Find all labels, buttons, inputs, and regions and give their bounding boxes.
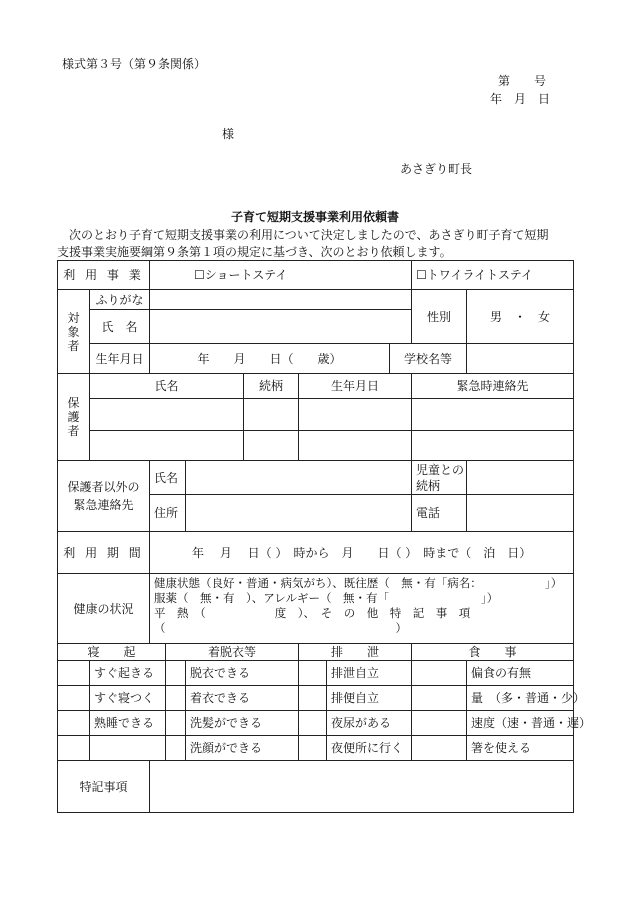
child-section-label: 対 象 者 [58,290,90,374]
furigana-field[interactable] [150,290,412,310]
habit-checkbox[interactable] [299,711,327,736]
emergency-relation-label [412,461,467,495]
habit-checkbox[interactable] [166,686,186,711]
habit-checkbox[interactable] [58,711,90,736]
habit-item [90,736,166,761]
habit-item: 夜便所に行く [327,736,412,761]
meal-header: 食 事 [412,644,574,661]
birthdate-label: 生年月日 [90,344,150,374]
guardian-name-header: 氏名 [90,374,244,399]
emergency-relation-field[interactable] [467,461,574,495]
emergency-section-label [58,461,150,532]
habit-checkbox[interactable] [299,661,327,686]
guardian-1-relation-field[interactable] [244,399,299,431]
habit-item: 熟睡できる [90,711,166,736]
habit-item: 夜尿がある [327,711,412,736]
twilightstay-checkbox[interactable]: ☐トワイライトステイ [412,261,574,290]
guardian-relation-header: 続柄 [244,374,299,399]
habit-item: 洗顔ができる [186,736,299,761]
guardian-2-relation-field[interactable] [244,431,299,461]
guardian-contact-header: 緊急時連絡先 [412,374,574,399]
period-label: 利 用 期 間 [58,532,150,574]
emergency-label-line-1: 保護者以外の [67,480,140,494]
emergency-name-field[interactable] [186,461,412,495]
habit-item: 偏食の有無 [467,661,574,686]
body-text-line-1: 次のとおり子育て短期支援事業の利用について決定しましたので、あさぎり町子育て短期 [57,228,549,242]
habit-checkbox[interactable] [166,661,186,686]
request-form-table [57,260,592,813]
emergency-phone-label: 電話 [412,495,467,532]
remarks-label: 特記事項 [58,761,150,813]
habit-item: 箸を使える [467,736,574,761]
habit-checkbox[interactable] [299,736,327,761]
emergency-phone-field[interactable] [467,495,574,532]
sleep-header: 寝 起 [58,644,166,661]
habit-checkbox[interactable] [412,736,467,761]
health-field[interactable] [150,574,574,644]
period-field[interactable]: 年 月 日（ ） 時から 月 日（ ） 時まで（ 泊 日） [150,532,574,574]
shortstay-checkbox[interactable]: ☐ショートステイ [150,261,412,290]
habit-checkbox[interactable] [166,736,186,761]
guardian-1-name-field[interactable] [90,399,244,431]
addressee-suffix: 様 [222,127,235,141]
emergency-address-field[interactable] [186,495,412,532]
habit-checkbox[interactable] [412,711,467,736]
guardian-section-label: 保 護 者 [58,374,90,461]
child-name-field[interactable] [150,310,412,344]
notes-bracket-line: （ ） [154,621,408,635]
school-field[interactable] [467,344,574,374]
guardian-2-contact-field[interactable] [412,431,574,461]
child-name-label: 氏 名 [90,310,150,344]
habit-checkbox[interactable] [58,736,90,761]
habit-item: 排泄自立 [327,661,412,686]
habit-item: すぐ寝つく [90,686,166,711]
gender-selector[interactable]: 男 ・ 女 [467,290,574,344]
health-status-line: 健康状態（良好・普通・病気がち）、既往歴（ 無・有「病名： 」） [154,576,563,590]
document-number: 第 号 [498,74,547,88]
form-number: 様式第３号（第９条関係） [62,57,207,71]
service-label: 利 用 事 業 [58,261,150,290]
habit-checkbox[interactable] [412,661,467,686]
habit-item: すぐ起きる [90,661,166,686]
emergency-label-line-2: 緊急連絡先 [73,498,134,512]
dressing-header: 着脱衣等 [166,644,299,661]
body-text-line-2: 支援事業実施要綱第９条第１項の規定に基づき、次のとおり依頼します。 [57,245,452,259]
medication-allergy-line: 服薬（ 無・有 ）、アレルギー（ 無・有「 」） [154,591,499,605]
habit-checkbox[interactable] [58,686,90,711]
emergency-name-label: 氏名 [150,461,186,495]
relation-label-line-2: 続柄 [416,478,441,493]
habit-item: 量 （多・普通・少） [467,686,574,711]
guardian-2-name-field[interactable] [90,431,244,461]
school-label: 学校名等 [390,344,467,374]
furigana-label: ふりがな [90,290,150,310]
habit-item: 排便自立 [327,686,412,711]
guardian-2-birthdate-field[interactable] [299,431,412,461]
habit-checkbox[interactable] [299,686,327,711]
habit-item: 速度（速・普通・遅） [467,711,574,736]
guardian-1-contact-field[interactable] [412,399,574,431]
emergency-address-label: 住所 [150,495,186,532]
health-label: 健康の状況 [58,574,150,644]
remarks-field[interactable] [150,761,574,813]
birthdate-field[interactable]: 年 月 日（ 歳） [150,344,390,374]
document-title: 子育て短期支援事業利用依頼書 [230,210,399,224]
guardian-birthdate-header: 生年月日 [299,374,412,399]
issue-date: 年 月 日 [490,92,551,106]
habit-checkbox[interactable] [166,711,186,736]
toilet-header: 排 泄 [299,644,412,661]
issuer-name: あさぎり町長 [400,162,473,176]
habit-item: 脱衣できる [186,661,299,686]
gender-label: 性別 [412,290,467,344]
habit-checkbox[interactable] [58,661,90,686]
relation-label-line-1: 児童との [416,462,465,477]
habit-item: 洗髪ができる [186,711,299,736]
temperature-notes-line: 平 熱 （ 度 ）、 そ の 他 特 記 事 項 [154,606,471,620]
habit-checkbox[interactable] [412,686,467,711]
guardian-1-birthdate-field[interactable] [299,399,412,431]
habit-item: 着衣できる [186,686,299,711]
